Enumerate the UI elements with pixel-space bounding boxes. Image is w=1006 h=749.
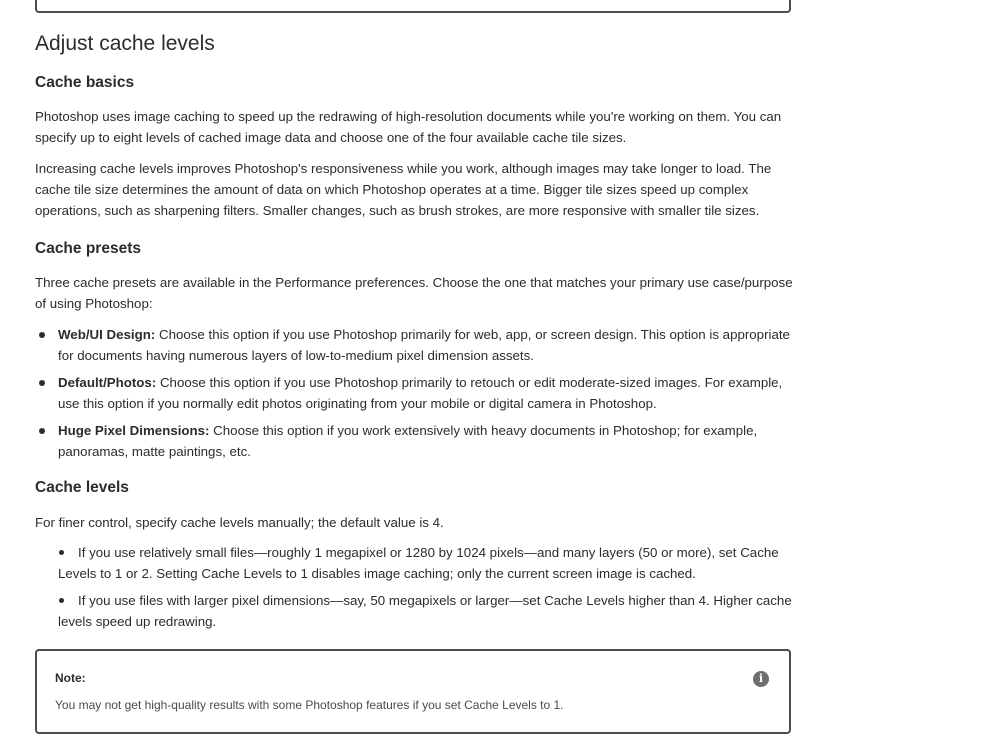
note-box xyxy=(35,649,791,734)
list-item-web-ui-design xyxy=(35,324,795,366)
section-heading-cache-presets: Cache presets xyxy=(35,240,141,257)
cache-presets-list xyxy=(35,324,795,468)
list-item-huge-pixel-dimensions xyxy=(35,420,795,462)
list-item-text: If you use files with larger pixel dimensions—say, 50 megapixels or larger—set Cache Levels higher than 4. Higher cache levels speed up redrawing. xyxy=(58,593,792,629)
page-title: Adjust cache levels xyxy=(35,32,215,55)
paragraph-cache-basics-1: Photoshop uses image caching to speed up the redrawing of high-resolution documents while you're working on them. You can specify up to eight levels of cached image data and choose one of the four available cache tile sizes. xyxy=(35,109,782,145)
list-item-term: Huge Pixel Dimensions: xyxy=(58,423,210,438)
note-title: Note: xyxy=(55,671,86,685)
list-item-small-files xyxy=(35,542,795,584)
list-item-term: Default/Photos: xyxy=(58,375,157,390)
bullet-icon xyxy=(39,332,45,338)
paragraph-cache-basics-2: Increasing cache levels improves Photoshop's responsiveness while you work, although images may take longer to load. The cache tile size determines the amount of data on which Photoshop operates at a time. Bigger tile sizes speed up complex operations, such as sharpening filters. Smaller changes, such as brush strokes, are more responsive with smaller tile sizes. xyxy=(35,161,772,218)
list-item-large-files xyxy=(35,590,795,632)
note-text: You may not get high-quality results with some Photoshop features if you set Cache Levels to 1. xyxy=(55,698,564,712)
section-heading-cache-levels: Cache levels xyxy=(35,479,129,496)
cache-levels-list xyxy=(35,542,795,638)
bullet-icon xyxy=(39,428,45,434)
info-icon: i xyxy=(753,671,769,687)
list-item-term: Web/UI Design: xyxy=(58,327,156,342)
list-item-text: Choose this option if you work extensively with heavy documents in Photoshop; for example, panoramas, matte paintings, etc. xyxy=(58,423,758,459)
bullet-icon xyxy=(59,598,64,603)
bullet-icon xyxy=(39,380,45,386)
bullet-icon xyxy=(59,550,64,555)
paragraph-cache-levels-intro: For finer control, specify cache levels manually; the default value is 4. xyxy=(35,515,444,530)
list-item-text: Choose this option if you use Photoshop primarily to retouch or edit moderate-sized images. For example, use this option if you normally edit photos originating from your mobile or digital camera in Photoshop. xyxy=(58,375,783,411)
list-item-text: If you use relatively small files—roughly 1 megapixel or 1280 by 1024 pixels—and many layers (50 or more), set Cache Levels to 1 or 2. Setting Cache Levels to 1 disables image caching; only the current screen image is cached. xyxy=(58,545,779,581)
section-heading-cache-basics: Cache basics xyxy=(35,74,135,91)
list-item-text: Choose this option if you use Photoshop primarily for web, app, or screen design. This option is appropriate for documents having numerous layers of low-to-medium pixel dimension assets. xyxy=(58,327,790,363)
list-item-default-photos xyxy=(35,372,795,414)
paragraph-cache-presets-intro: Three cache presets are available in the Performance preferences. Choose the one that matches your primary use case/purpose of using Photoshop: xyxy=(35,275,793,311)
previous-section-box xyxy=(35,0,791,13)
article-content xyxy=(35,30,795,629)
